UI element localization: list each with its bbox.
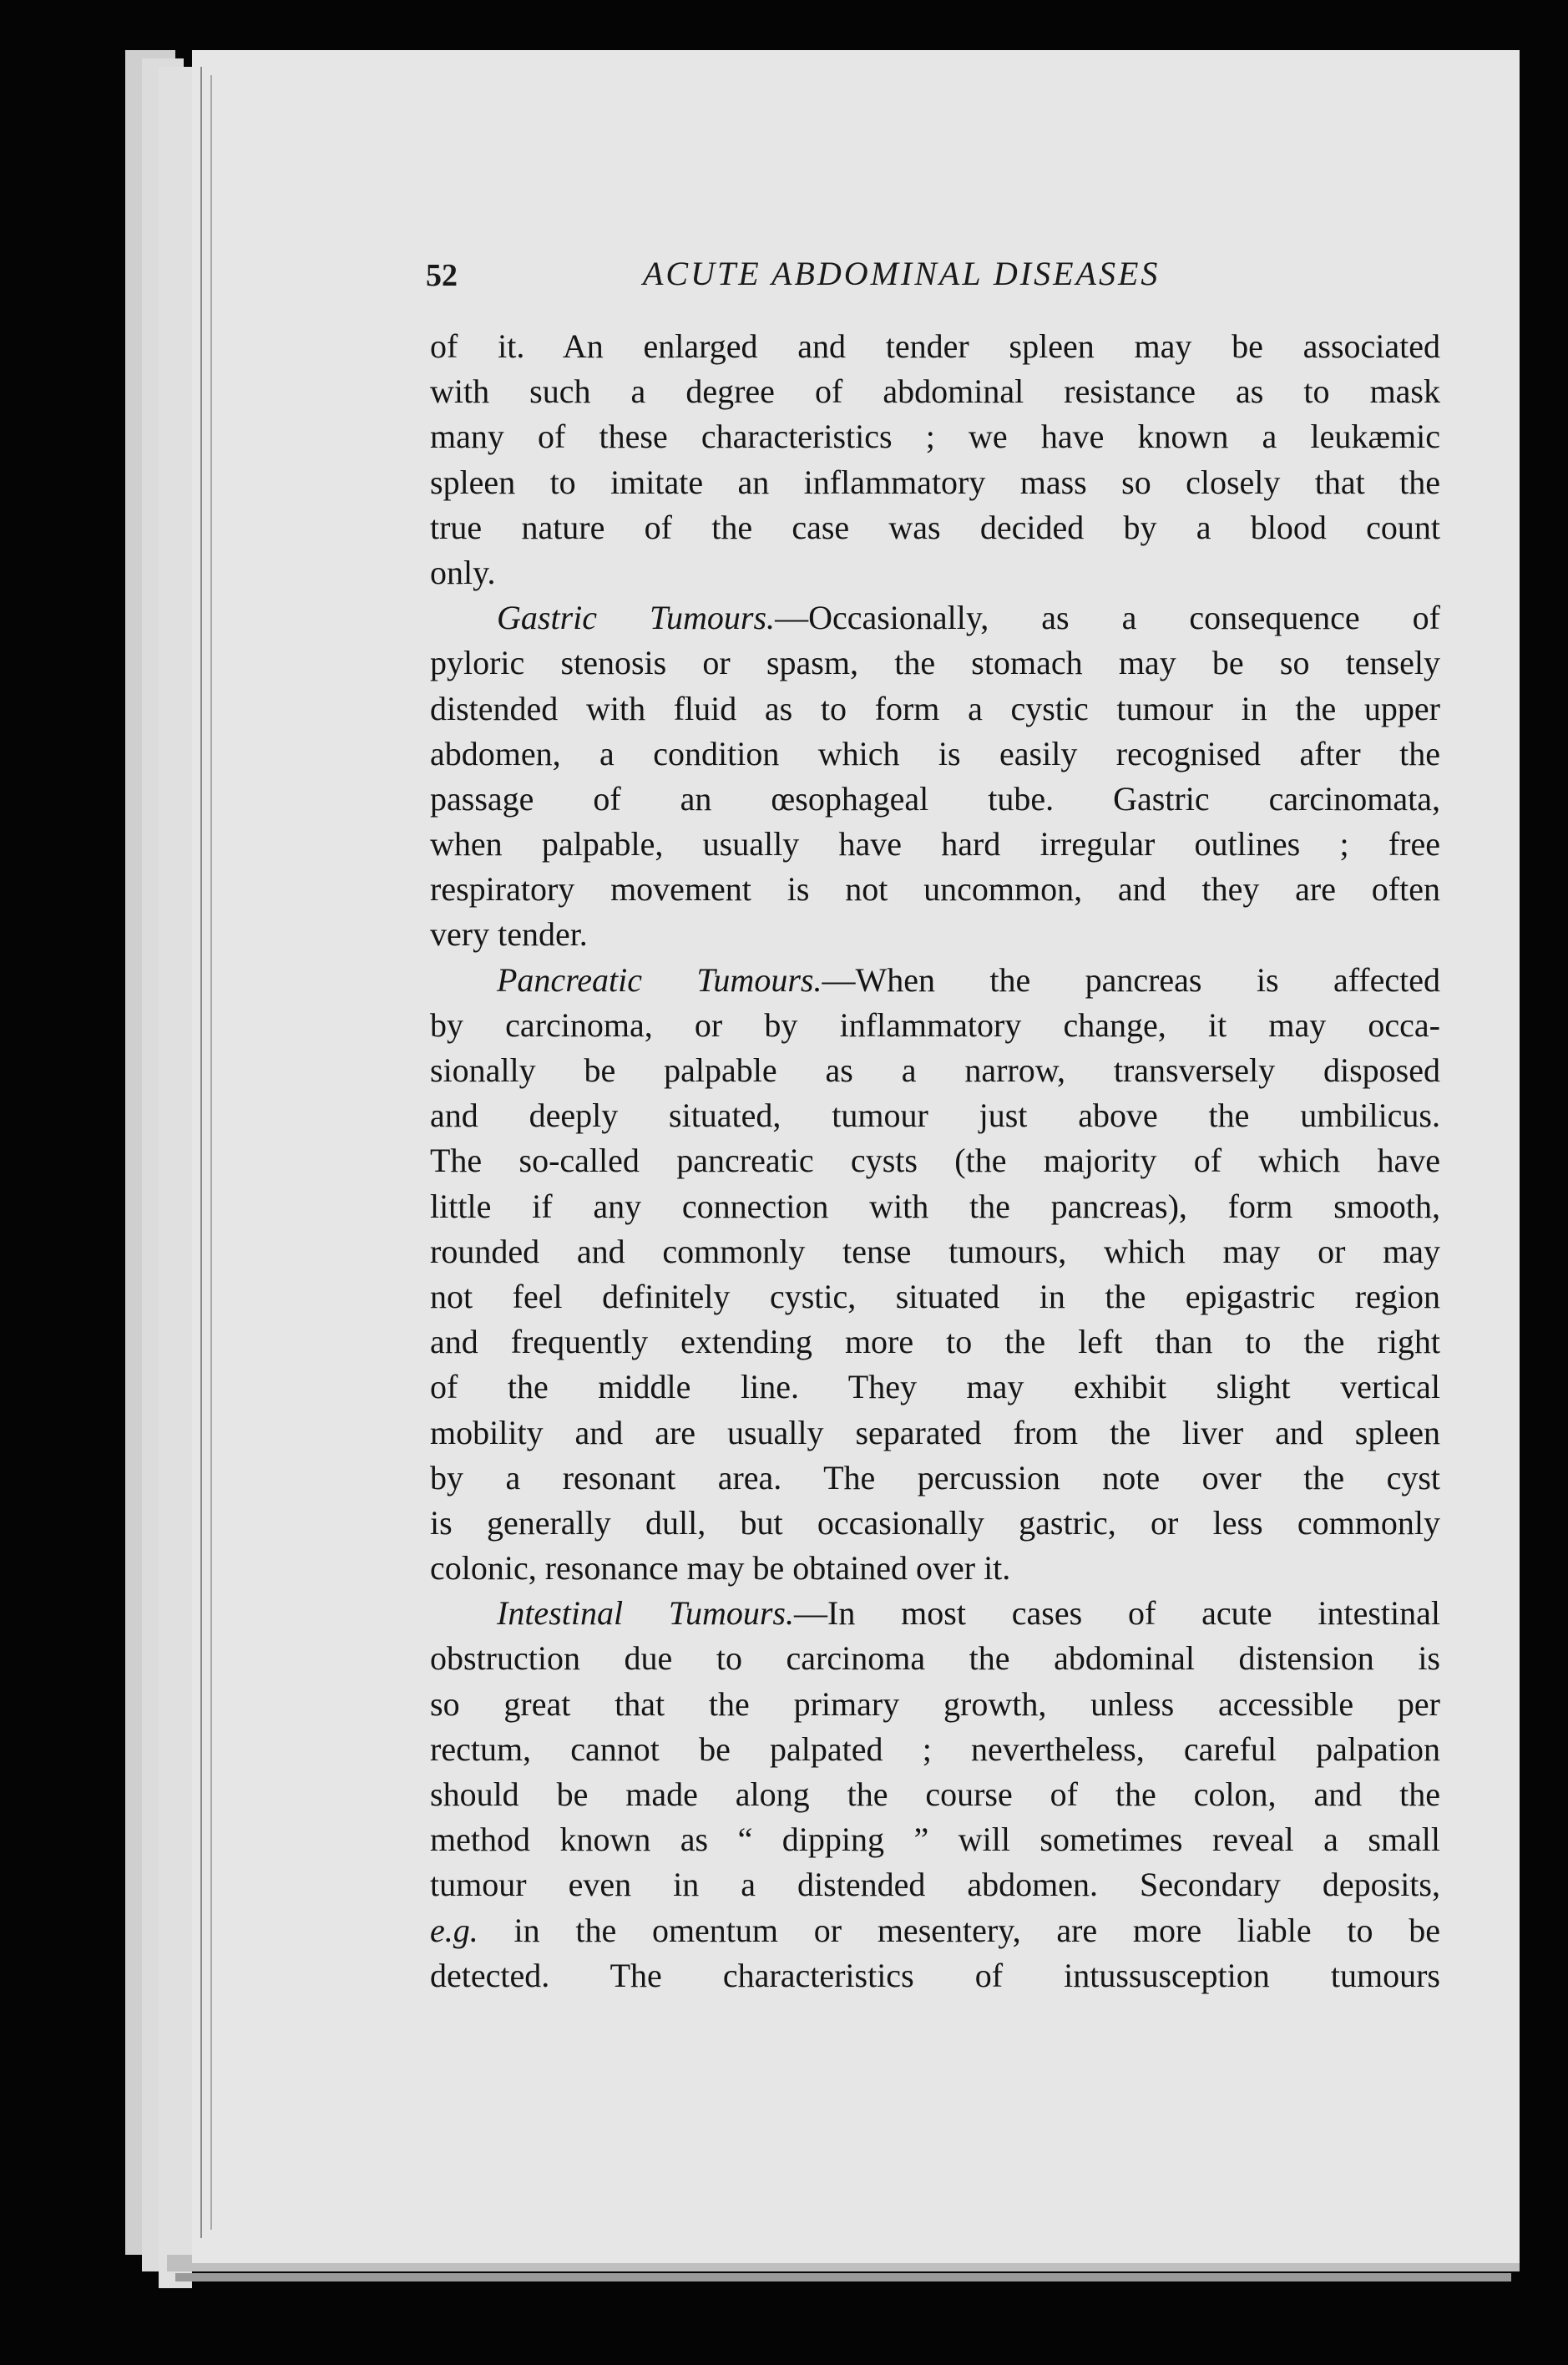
line-text: with such a degree of abdominal resistance as to mask — [430, 372, 1440, 411]
text-line — [430, 1817, 1440, 1862]
page-stack-edge — [159, 67, 192, 2288]
text-line — [430, 1274, 1440, 1319]
text-line — [430, 1727, 1440, 1772]
section-heading: Intestinal Tumours. — [497, 1594, 794, 1633]
line-text: only. — [430, 553, 496, 591]
text-line — [430, 369, 1440, 414]
text-line — [430, 867, 1440, 912]
text-line — [430, 1365, 1440, 1410]
text-line — [430, 1456, 1440, 1501]
line-text: abdomen, a condition which is easily recognised after the — [430, 734, 1440, 772]
text-line — [430, 1410, 1440, 1456]
page-bottom-edge — [175, 2273, 1511, 2281]
text-line — [430, 1953, 1440, 1998]
text-line — [430, 1682, 1440, 1727]
text-line — [430, 460, 1440, 505]
line-text: rounded and commonly tense tumours, which may or may — [430, 1232, 1440, 1270]
text-line — [430, 1908, 1440, 1953]
line-text: of the middle line. They may exhibit slight vertical — [430, 1368, 1440, 1406]
line-text: rectum, cannot be palpated ; nevertheless, careful palpation — [430, 1729, 1440, 1768]
line-text: in the omentum or mesentery, are more liable to be — [478, 1911, 1440, 1949]
text-line — [430, 641, 1440, 686]
line-text: by a resonant area. The percussion note over the cyst — [430, 1458, 1440, 1496]
text-line — [430, 1138, 1440, 1183]
text-line — [430, 505, 1440, 550]
text-line — [430, 1184, 1440, 1229]
text-line — [430, 595, 1440, 641]
text-line — [430, 324, 1440, 369]
line-text: of it. An enlarged and tender spleen may be associated — [430, 327, 1440, 365]
line-text: not feel definitely cystic, situated in the epigastric region — [430, 1277, 1440, 1315]
line-text: distended with fluid as to form a cystic tumour in the upper — [430, 689, 1440, 727]
line-text: colonic, resonance may be obtained over it. — [430, 1549, 1011, 1588]
text-line — [430, 1229, 1440, 1274]
line-text: little if any connection with the pancreas), form smooth, — [430, 1187, 1440, 1225]
text-line — [430, 1093, 1440, 1138]
line-text: and deeply situated, tumour just above the umbilicus. — [430, 1096, 1440, 1135]
text-line — [430, 1636, 1440, 1681]
text-line — [430, 822, 1440, 867]
text-line — [430, 1591, 1440, 1636]
line-text: spleen to imitate an inflammatory mass so closely that the — [430, 463, 1440, 501]
text-line — [430, 912, 1440, 957]
line-text: and frequently extending more to the left than to the right — [430, 1323, 1440, 1361]
text-line — [430, 1501, 1440, 1546]
line-text: —In most cases of acute intestinal — [794, 1594, 1441, 1633]
line-text: true nature of the case was decided by a blood count — [430, 508, 1440, 546]
line-text: is generally dull, but occasionally gastric, or less commonly — [430, 1503, 1440, 1542]
body-text — [430, 324, 1440, 1998]
line-text: obstruction due to carcinoma the abdominal distension is — [430, 1639, 1440, 1678]
text-line — [430, 1546, 1440, 1591]
line-text: passage of an œsophageal tube. Gastric carcinomata, — [430, 779, 1440, 818]
text-line — [430, 1319, 1440, 1365]
line-text: many of these characteristics ; we have known a leukæmic — [430, 418, 1440, 456]
line-text: pyloric stenosis or spasm, the stomach may be so tensely — [430, 644, 1440, 682]
text-line — [430, 686, 1440, 732]
text-line — [430, 777, 1440, 822]
line-text: The so-called pancreatic cysts (the majority of which have — [430, 1142, 1440, 1180]
line-text: mobility and are usually separated from the liver and spleen — [430, 1413, 1440, 1451]
page-header — [426, 251, 1261, 301]
line-text: when palpable, usually have hard irregular outlines ; free — [430, 825, 1440, 863]
page-fold-line — [210, 75, 212, 2230]
text-line — [430, 1772, 1440, 1817]
section-heading: Gastric Tumours. — [497, 599, 776, 637]
page-fold-line — [200, 67, 202, 2238]
text-line — [430, 1862, 1440, 1907]
line-text: by carcinoma, or by inflammatory change, it may occa- — [430, 1005, 1440, 1044]
text-line — [430, 414, 1440, 459]
text-line — [430, 958, 1440, 1003]
section-heading: e.g. — [430, 1911, 478, 1949]
line-text: respiratory movement is not uncommon, and they are often — [430, 870, 1440, 909]
line-text: tumour even in a distended abdomen. Secondary deposits, — [430, 1866, 1440, 1904]
line-text: —When the pancreas is affected — [822, 960, 1440, 999]
line-text: sionally be palpable as a narrow, transversely disposed — [430, 1051, 1440, 1089]
line-text: detected. The characteristics of intussusception tumours — [430, 1956, 1440, 1994]
section-heading: Pancreatic Tumours. — [497, 960, 822, 999]
text-line — [430, 1003, 1440, 1048]
text-line — [430, 550, 1440, 595]
line-text: method known as “ dipping ” will sometimes reveal a small — [430, 1821, 1440, 1859]
text-line — [430, 732, 1440, 777]
text-line — [430, 1048, 1440, 1093]
page-number: 52 — [426, 258, 458, 293]
line-text: very tender. — [430, 915, 588, 954]
running-title: ACUTE ABDOMINAL DISEASES — [643, 255, 1161, 292]
line-text: so great that the primary growth, unless accessible per — [430, 1684, 1440, 1723]
line-text: should be made along the course of the colon, and the — [430, 1775, 1440, 1813]
line-text: —Occasionally, as a consequence of — [775, 599, 1440, 637]
